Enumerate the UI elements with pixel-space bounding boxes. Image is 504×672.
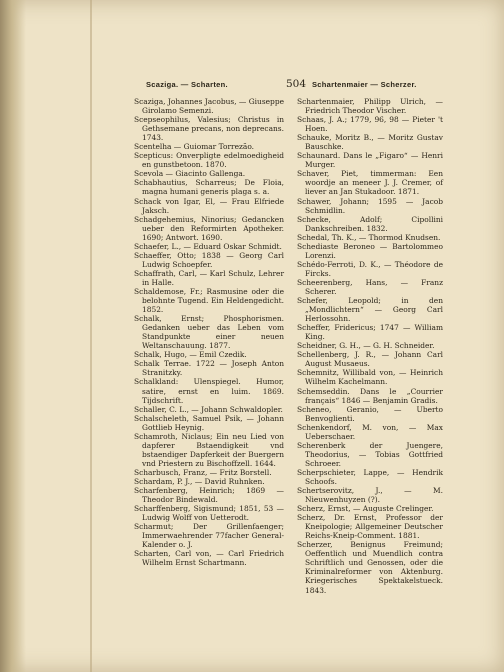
index-entry: Schenkendorf, M. von, — Max Ueberschaer. <box>297 422 443 441</box>
index-entry: Schédo-Ferroti, D. K., — Théodore de Fircks. <box>297 259 443 278</box>
index-entry: Schemseddin. Dans le „Courrier français“ 1846 — Benjamin Gradis. <box>297 386 443 405</box>
index-entry: Schedal, Th. K., — Thormod Knudsen. <box>297 232 441 242</box>
page-number: 504 <box>286 78 307 90</box>
index-entry: Scharbusch, Franz, — Fritz Borstell. <box>134 467 272 477</box>
index-entry: Schaffrath, Carl, — Karl Schulz, Lehrer in Halle. <box>134 268 284 287</box>
index-entry: Schaller, C. L., — Johann Schwaldopler. <box>134 404 283 414</box>
index-entry: Schawer, Johann; 1595 — Jacob Schmidlin. <box>297 196 443 215</box>
header-left-title: Scaziga. — Scharten. <box>146 80 228 89</box>
index-entry: Schecke, Adolf; Cipollini Dankschreiben. 1832. <box>297 214 443 233</box>
index-entry: Scepseophilus, Valesius; Christus in Gethsemane precans, non deprecans. 1743. <box>134 115 284 143</box>
index-entry: Scherz, Dr. Ernst, Professor der Kneipologie; Allgemeiner Deutscher Reichs-Kneip-Comment. 1881. <box>297 513 443 541</box>
left-column <box>134 97 284 567</box>
index-entry: Schaefer, L., — Eduard Oskar Schmidt. <box>134 241 282 251</box>
index-entry: Scherenberk der Juengere, Theodorius, — Tobias Gottfried Schroeer. <box>297 440 443 468</box>
index-entry: Schaldemose, Fr.; Rasmusine oder die belohnte Tugend. Ein Heldengedicht. 1852. <box>134 286 284 315</box>
index-entry: Scharfenberg, Heinrich; 1869 — Theodor Bindewald. <box>134 486 284 505</box>
index-entry: Scevola — Giacinto Gallenga. <box>134 169 246 179</box>
running-header <box>128 79 440 93</box>
index-entry: Scheerenberg, Hans, — Franz Scherer. <box>297 277 443 296</box>
index-entry: Schediaste Beroneo — Bartolommeo Lorenzi. <box>297 241 443 260</box>
right-column <box>297 97 443 595</box>
index-entry: Schalscheleth, Samuel Psik, — Johann Gottlieb Heynig. <box>134 413 284 432</box>
page-edge-line <box>90 0 92 672</box>
index-entry: Scherz, Ernst, — Auguste Crelinger. <box>297 504 434 514</box>
index-entry: Scheffer, Fridericus; 1747 — William King. <box>297 323 443 342</box>
index-entry: Scharten, Carl von, — Carl Friedrich Wilhelm Ernst Schartmann. <box>134 549 284 568</box>
index-entry: Schartenmaier, Philipp Ulrich, — Friedrich Theodor Vischer. <box>297 97 443 116</box>
index-entry: Schalk, Hugo, — Emil Czedik. <box>134 350 247 360</box>
index-entry: Schardam, P. J., — David Ruhnken. <box>134 476 265 486</box>
index-entry: Schalk Terrae. 1722 — Joseph Anton Stranitzky. <box>134 359 284 378</box>
index-entry: Scepticus: Onverpligte edelmoedigheid en gunstbetoon. 1870. <box>134 151 284 170</box>
index-entry: Schertserovitz, J., — M. Nieuwenhuyzen (?). <box>297 486 443 505</box>
index-entry: Schefer, Leopold; in den „Mondlichtern“ — Georg Carl Herlossohn. <box>297 296 443 324</box>
index-entry: Schauke, Moritz B., — Moritz Gustav Bauschke. <box>297 133 443 152</box>
index-entry: Scharmut; Der Grillenfaenger; Immerwaehrender 77facher General-Kalender o. J. <box>134 522 284 550</box>
index-entry: Schalkland: Ulenspiegel. Humor, satire, ernst en luim. 1869. Tijdschrift. <box>134 377 284 405</box>
index-entry: Schamroth, Niclaus; Ein neu Lied von dapferer Bstaendigkeit vnd bstaendiger Dapferkeit der Buergern vnd Priestern zu Bischoffzell. 1644. <box>134 431 284 468</box>
index-entry: Schaver, Piet, timmerman: Een woordje an meneer J. J. Cremer, of liever an Jan Stukadoor. 1871. <box>297 169 443 197</box>
index-entry: Scheneo, Geranio, — Uberto Benvoglienti. <box>297 404 443 423</box>
index-entry: Scherzer, Benignus Freimund; Oeffentlich und Muendlich contra Schriftlich und Genossen, oder die Kriminalreformer von Aktenburg. Kriegerisches Spektakelstueck. 1843. <box>297 540 443 595</box>
index-entry: Scherpschieter, Lappe, — Hendrik Schoofs. <box>297 467 443 486</box>
index-entry: Schellenberg, J. R., — Johann Carl August Musaeus. <box>297 350 443 369</box>
index-entry: Scharffenberg, Sigismund; 1851, 53 — Ludwig Wolff von Uetterodt. <box>134 504 284 523</box>
index-entry: Scaziga, Johannes Jacobus, — Giuseppe Girolamo Semenzi. <box>134 97 284 116</box>
header-right-title: Schartenmaier — Scherzer. <box>312 80 417 89</box>
index-entry: Scheidner, G. H., — G. H. Schneider. <box>297 341 435 351</box>
index-entry: Schemnitz, Willibald von, — Heinrich Wilhelm Kachelmann. <box>297 368 443 387</box>
index-entry: Schack von Igar, El, — Frau Elfriede Jaksch. <box>134 196 284 215</box>
index-entry: Schaeffer, Otto; 1838 — Georg Carl Ludwig Schoepfer. <box>134 250 284 269</box>
index-entry: Schaas, J. A.; 1779, 96, 98 — Pieter 't Hoen. <box>297 115 443 134</box>
gutter-shadow <box>0 0 26 672</box>
index-entry: Schadgehemius, Ninorius; Gedancken ueber den Reformirten Apotheker. 1690; Antwort. 1690. <box>134 214 284 242</box>
index-entry: Schalk, Ernst; Phosphorismen. Gedanken ueber das Leben vom Standpunkte einer neuen Weltanschauung. 1877. <box>134 314 284 351</box>
index-entry: Schaunard. Dans le „Figaro“ — Henri Murger. <box>297 151 443 170</box>
index-entry: Scentelha — Guiomar Torrezão. <box>134 142 255 152</box>
index-entry: Schabhautius, Scharreus; De Floia, magna humani generis plaga s. a. <box>134 178 284 197</box>
